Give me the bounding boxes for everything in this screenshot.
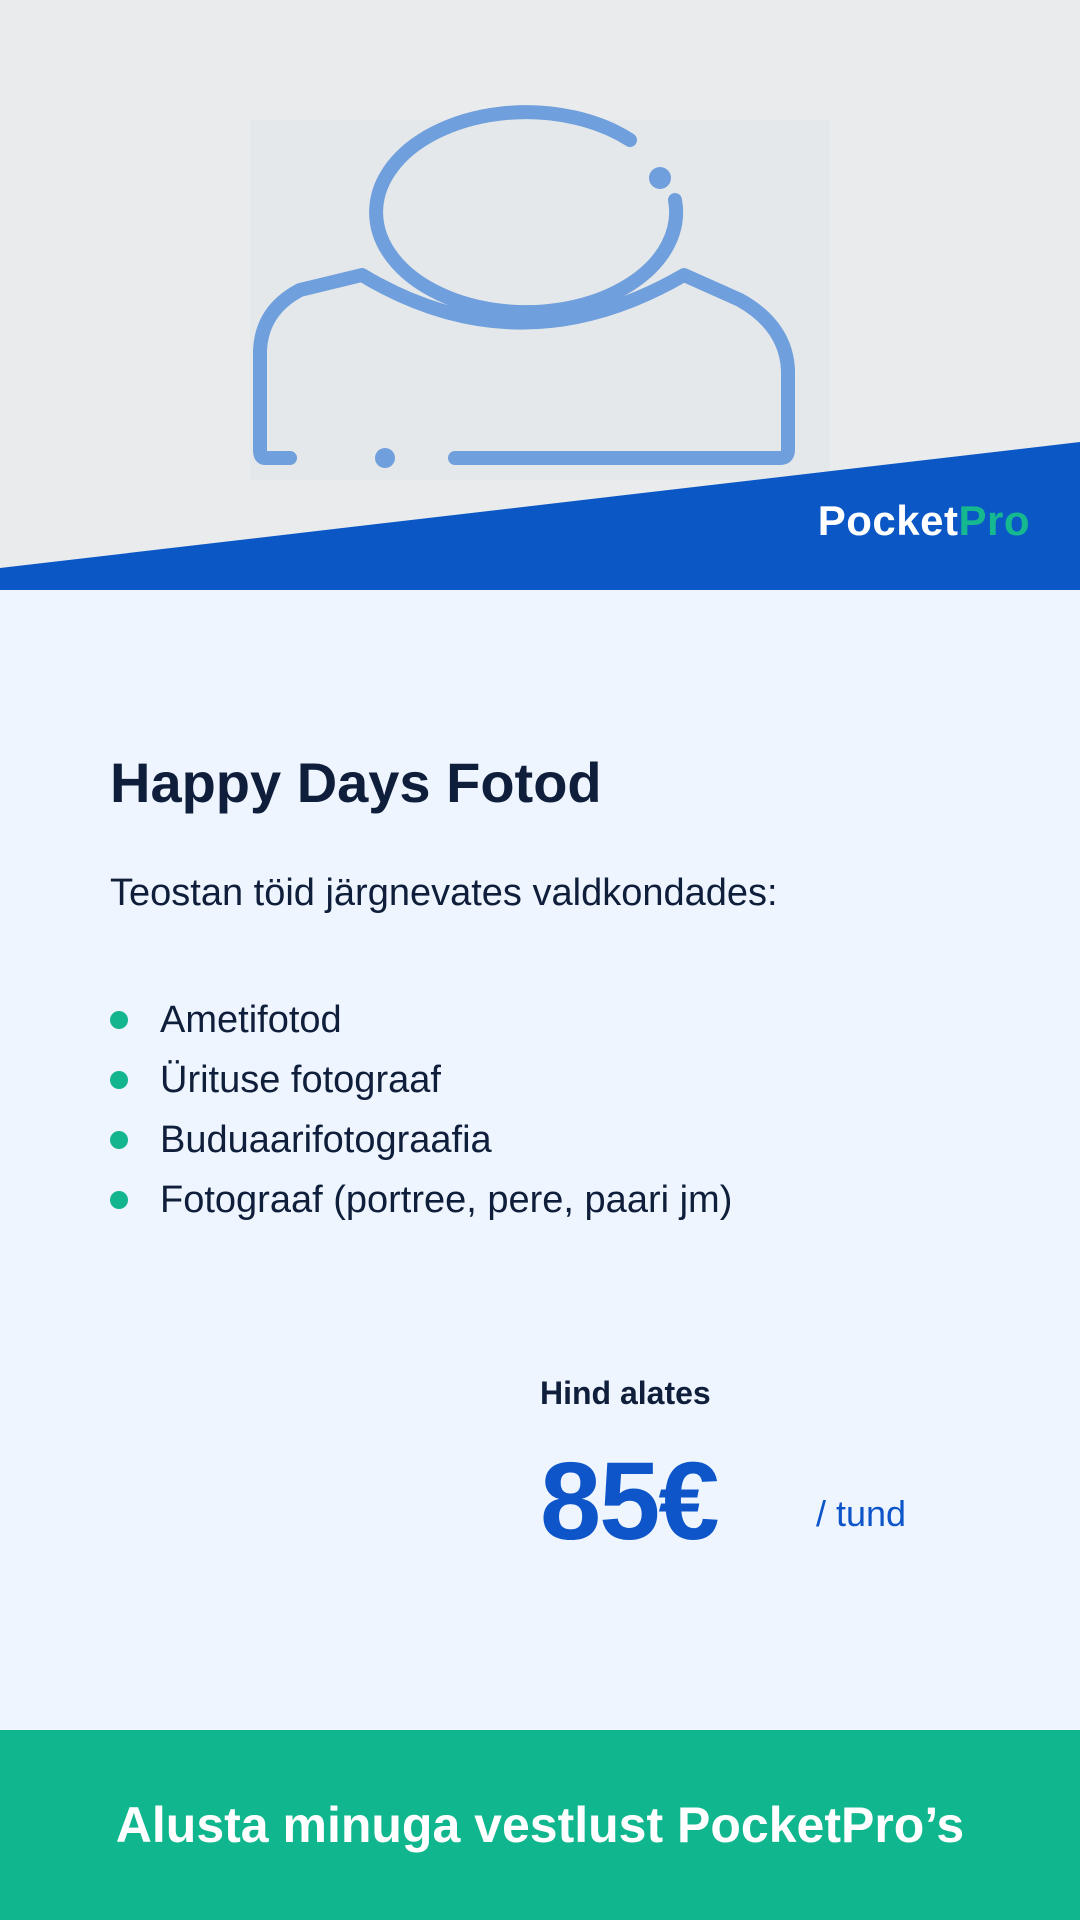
bullet-dot-icon xyxy=(110,1131,128,1149)
service-label: Ürituse fotograaf xyxy=(160,1059,441,1101)
start-chat-button[interactable]: Alusta minuga vestlust PocketPro’s xyxy=(0,1730,1080,1920)
service-item xyxy=(110,1050,732,1110)
logo-text-pro: Pro xyxy=(958,497,1030,544)
service-item xyxy=(110,1110,732,1170)
service-item xyxy=(110,1170,732,1230)
price-unit: / tund xyxy=(816,1493,907,1534)
bullet-dot-icon xyxy=(110,1071,128,1089)
price-value: 85€ xyxy=(540,1440,718,1563)
service-label: Buduaarifotograafia xyxy=(160,1119,492,1161)
bullet-dot-icon xyxy=(110,1011,128,1029)
service-label: Fotograaf (portree, pere, paari jm) xyxy=(160,1179,733,1221)
profile-intro: Teostan töid järgnevates valdkondades: xyxy=(110,872,778,914)
services-list xyxy=(110,990,732,1230)
logo-text-pocket: Pocket xyxy=(817,497,959,544)
service-item xyxy=(110,990,732,1050)
service-label: Ametifotod xyxy=(160,999,342,1041)
bullet-dot-icon xyxy=(110,1191,128,1209)
profile-title: Happy Days Fotod xyxy=(110,751,602,814)
pocketpro-logo xyxy=(817,497,1030,544)
price-label: Hind alates xyxy=(540,1375,711,1411)
hero-banner xyxy=(0,0,1080,590)
